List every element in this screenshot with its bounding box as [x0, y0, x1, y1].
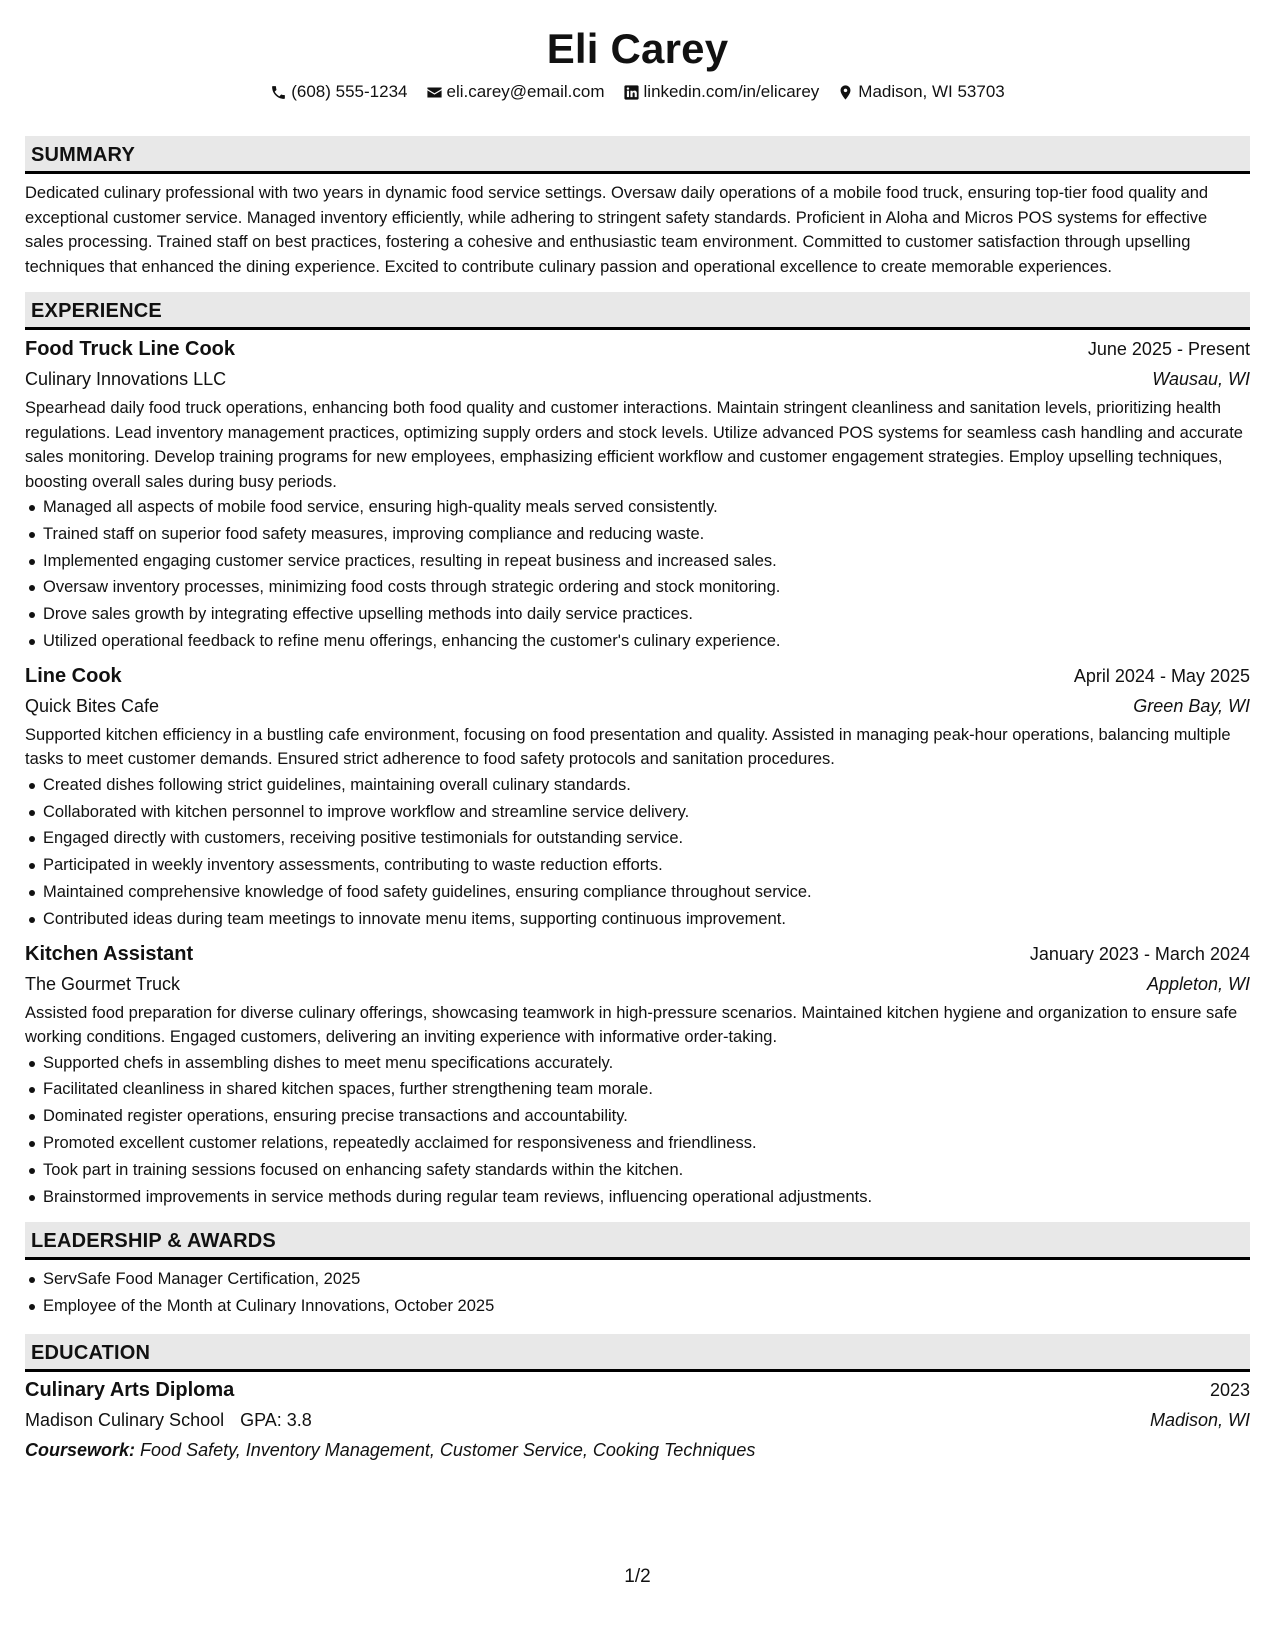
email-link[interactable]: eli.carey@email.com [446, 82, 605, 101]
coursework-line [25, 1435, 1250, 1465]
page-number: 1/2 [624, 1566, 651, 1587]
job-bullets [25, 494, 1250, 655]
contact-location [837, 82, 1004, 102]
job-bullet: Took part in training sessions focused on enhancing safety standards within the kitchen. [43, 1157, 1250, 1184]
education-entry [25, 1375, 1250, 1465]
job-bullet: Maintained comprehensive knowledge of food safety guidelines, ensuring compliance throughout service. [43, 879, 1250, 906]
education-degree-row [25, 1375, 1250, 1405]
contact-phone [270, 82, 407, 102]
job-bullet: Dominated register operations, ensuring precise transactions and accountability. [43, 1103, 1250, 1130]
job-description: Assisted food preparation for diverse culinary offerings, showcasing teamwork in high-pressure scenarios. Maintained kitchen hygiene and organization to ensure safe working conditions. Engaged customers, delivering an inviting experience with informative order-taking. [25, 1003, 1238, 1047]
job-bullet: Oversaw inventory processes, minimizing food costs through strategic ordering and stock monitoring. [43, 574, 1250, 601]
section-heading-awards: LEADERSHIP & AWARDS [25, 1222, 1250, 1260]
summary-text: Dedicated culinary professional with two years in dynamic food service settings. Oversaw daily operations of a mobile food truck, ensuring top-tier food quality and exceptional customer service. Managed inventory efficiently, while adhering to stringent safety standards. Proficient in Aloha and Micros POS systems for effective sales processing. Trained staff on best practices, fostering a cohesive and enthusiastic team environment. Committed to customer satisfaction through upselling techniques that enhanced the dining experience. Excited to contribute culinary passion and operational excellence to create memorable experiences. [25, 184, 1209, 276]
coursework-label: Coursework: [25, 1439, 136, 1460]
job-title-row [25, 661, 1250, 691]
education-year: 2023 [1209, 1379, 1250, 1400]
section-heading-education: EDUCATION [25, 1334, 1250, 1372]
job-bullet: Participated in weekly inventory assessments, contributing to waste reduction efforts. [43, 852, 1250, 879]
coursework-text: Food Safety, Inventory Management, Customer Service, Cooking Techniques [140, 1439, 756, 1460]
job-description: Supported kitchen efficiency in a bustling cafe environment, focusing on food presentation and quality. Assisted in managing peak-hour operations, balancing multiple tasks to meet customer demands. Ensured strict adherence to food safety protocols and sanitation procedures. [25, 725, 1231, 769]
job-bullet: Created dishes following strict guidelines, maintaining overall culinary standards. [43, 772, 1250, 799]
job-bullet: Trained staff on superior food safety measures, improving compliance and reducing waste. [43, 521, 1250, 548]
job-company: The Gourmet Truck [25, 973, 181, 994]
resume-page [25, 0, 1250, 1650]
job-bullet: Promoted excellent customer relations, repeatedly acclaimed for responsiveness and friendliness. [43, 1130, 1250, 1157]
section-heading-summary: SUMMARY [25, 136, 1250, 174]
candidate-name: Eli Carey [546, 25, 729, 72]
job-location: Wausau, WI [1152, 369, 1250, 389]
job-entry [25, 939, 1250, 1211]
education-gpa: GPA: 3.8 [240, 1409, 312, 1430]
job-bullet: Utilized operational feedback to refine menu offerings, enhancing the customer's culinary experience. [43, 628, 1250, 655]
education-school-line [25, 1405, 312, 1435]
job-company-row [25, 364, 1250, 394]
award-item: Employee of the Month at Culinary Innovations, October 2025 [43, 1293, 1250, 1320]
section-heading-experience: EXPERIENCE [25, 292, 1250, 330]
job-entry [25, 661, 1250, 933]
linkedin-icon [623, 84, 640, 101]
job-company-row [25, 969, 1250, 999]
linkedin-link[interactable]: linkedin.com/in/elicarey [643, 82, 820, 101]
award-item: ServSafe Food Manager Certification, 2025 [43, 1266, 1250, 1293]
job-dates: June 2025 - Present [1087, 339, 1250, 359]
awards-list [25, 1266, 1250, 1320]
contact-linkedin[interactable] [623, 82, 820, 102]
education-school: Madison Culinary School [25, 1409, 225, 1430]
job-bullet: Collaborated with kitchen personnel to improve workflow and streamline service delivery. [43, 799, 1250, 826]
education-degree: Culinary Arts Diploma [25, 1378, 235, 1401]
job-company-row [25, 691, 1250, 721]
contact-bar [25, 78, 1250, 106]
job-bullet: Contributed ideas during team meetings to innovate menu items, supporting continuous improvement. [43, 906, 1250, 933]
phone-text: (608) 555-1234 [291, 82, 408, 101]
envelope-icon [426, 84, 443, 101]
job-description: Spearhead daily food truck operations, enhancing both food quality and customer interactions. Maintain stringent cleanliness and sanitation levels, prioritizing health regulations. Lead inventory management practices, optimizing supply orders and stock levels. Utilize advanced POS systems for seamless cash handling and accurate sales monitoring. Develop training programs for new employees, emphasizing efficient workflow and customer engagement strategies. Employ upselling techniques, boosting overall sales during busy periods. [25, 399, 1243, 491]
contact-email[interactable] [426, 82, 605, 102]
education-school-row [25, 1405, 1250, 1435]
job-company: Culinary Innovations LLC [25, 369, 227, 389]
job-bullet: Engaged directly with customers, receiving positive testimonials for outstanding service. [43, 825, 1250, 852]
job-bullets [25, 1050, 1250, 1211]
job-title-row [25, 939, 1250, 969]
education-location: Madison, WI [1149, 1409, 1250, 1430]
job-bullet: Drove sales growth by integrating effective upselling methods into daily service practices. [43, 601, 1250, 628]
job-location: Appleton, WI [1146, 973, 1250, 994]
location-text: Madison, WI 53703 [858, 82, 1005, 101]
map-pin-icon [837, 84, 854, 101]
job-title-row [25, 334, 1250, 364]
job-bullet: Supported chefs in assembling dishes to meet menu specifications accurately. [43, 1050, 1250, 1077]
job-entry [25, 334, 1250, 655]
job-bullet: Facilitated cleanliness in shared kitchen spaces, further strengthening team morale. [43, 1076, 1250, 1103]
job-title: Kitchen Assistant [25, 942, 194, 965]
job-bullets [25, 772, 1250, 933]
job-title: Food Truck Line Cook [25, 338, 236, 360]
phone-icon [270, 84, 287, 101]
job-dates: April 2024 - May 2025 [1073, 665, 1250, 686]
job-company: Quick Bites Cafe [25, 695, 160, 716]
job-location: Green Bay, WI [1133, 695, 1250, 716]
job-dates: January 2023 - March 2024 [1029, 943, 1250, 964]
job-bullet: Implemented engaging customer service practices, resulting in repeat business and increased sales. [43, 548, 1250, 575]
job-bullet: Managed all aspects of mobile food service, ensuring high-quality meals served consistently. [43, 494, 1250, 521]
job-title: Line Cook [25, 664, 122, 687]
job-bullet: Brainstormed improvements in service methods during regular team reviews, influencing operational adjustments. [43, 1184, 1250, 1211]
